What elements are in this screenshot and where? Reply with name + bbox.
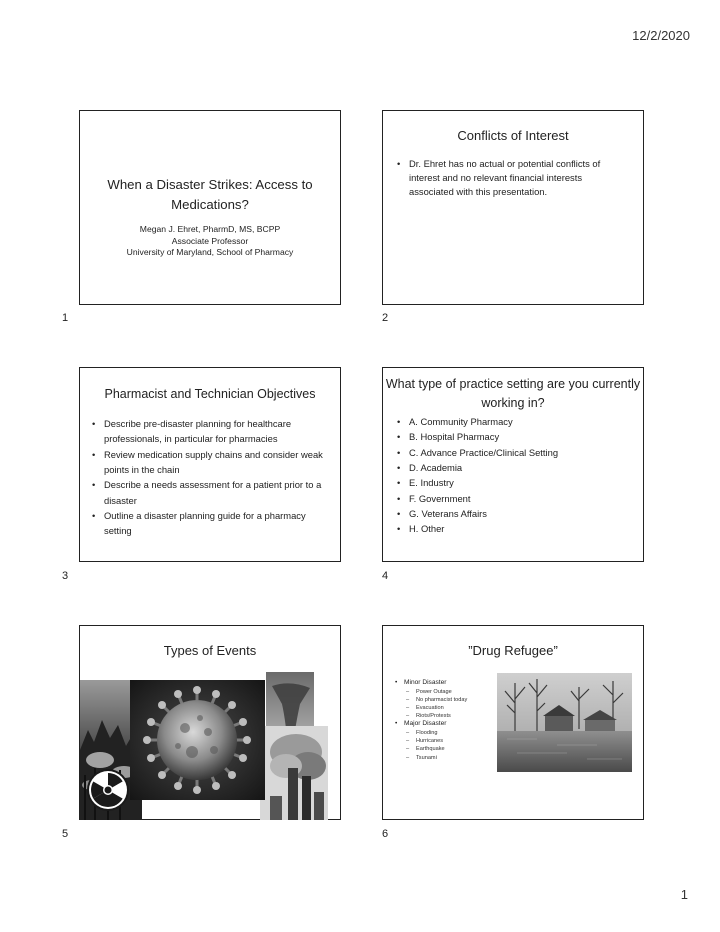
header-date: 12/2/2020 xyxy=(632,28,690,43)
slide-title: Conflicts of Interest xyxy=(457,128,569,143)
bullet-item: • C. Advance Practice/Clinical Setting xyxy=(397,445,629,460)
bullet-item: • Outline a disaster planning guide for a pharmacy setting xyxy=(92,508,328,539)
author-name: Megan J. Ehret, PharmD, MS, BCPP xyxy=(139,224,281,234)
bullet-item: • H. Other xyxy=(397,521,629,536)
slide-number: 4 xyxy=(382,570,389,582)
category-minor-disaster: • Minor Disaster xyxy=(395,679,505,688)
list-item: – Power Outage xyxy=(395,688,505,696)
slide-title: What type of practice setting are you currently working in? xyxy=(385,377,641,411)
slide-5[interactable] xyxy=(79,625,341,820)
slide-1[interactable] xyxy=(79,110,341,305)
slide-title: Pharmacist and Technician Objectives xyxy=(104,387,316,401)
bullet-item: • D. Academia xyxy=(397,460,629,475)
bullet-item: • G. Veterans Affairs xyxy=(397,506,629,521)
slide-number: 3 xyxy=(62,570,69,582)
category-major-disaster: • Major Disaster xyxy=(395,720,505,729)
bullet-item: • B. Hospital Pharmacy xyxy=(397,429,629,444)
radiation-symbol xyxy=(86,768,130,812)
list-item: – Hurricanes xyxy=(395,737,505,745)
slide-number: 1 xyxy=(62,312,69,324)
bullet-item: • Dr. Ehret has no actual or potential conflicts of interest and no relevant financial interests associated with this presentation. xyxy=(397,157,629,199)
list-item: – No pharmacist today xyxy=(395,696,505,704)
author-affiliation: University of Maryland, School of Pharmacy xyxy=(126,247,294,258)
disaster-category-list xyxy=(395,679,505,762)
slide-3[interactable] xyxy=(79,367,341,562)
bullet-list xyxy=(92,416,328,539)
slide-title: Types of Events xyxy=(163,643,257,658)
slide-4[interactable] xyxy=(382,367,644,562)
list-item: – Tsunami xyxy=(395,754,505,762)
bullet-list xyxy=(397,414,629,537)
event-photo-collage xyxy=(80,672,342,820)
bullet-item: • Describe pre-disaster planning for healthcare professionals, in particular for pharmacies xyxy=(92,416,328,447)
author-block xyxy=(120,224,300,259)
list-item: – Riots/Protests xyxy=(395,712,505,720)
slide-number: 5 xyxy=(62,828,69,840)
bullet-item: • E. Industry xyxy=(397,475,629,490)
page-number: 1 xyxy=(680,887,688,902)
slide-6[interactable] xyxy=(382,625,644,820)
bullet-item: • F. Government xyxy=(397,491,629,506)
bullet-item: • Review medication supply chains and consider weak points in the chain xyxy=(92,447,328,478)
slide-2[interactable] xyxy=(382,110,644,305)
list-item: – Earthquake xyxy=(395,745,505,753)
bullet-list xyxy=(397,157,629,199)
slide-number: 6 xyxy=(382,828,389,840)
list-item: – Flooding xyxy=(395,729,505,737)
slide-title: ”Drug Refugee” xyxy=(468,643,558,658)
coronavirus-photo xyxy=(130,680,265,800)
bullet-item: • Describe a needs assessment for a patient prior to a disaster xyxy=(92,477,328,508)
list-item: – Evacuation xyxy=(395,704,505,712)
bullet-item: • A. Community Pharmacy xyxy=(397,414,629,429)
slide-title: When a Disaster Strikes: Access to Medications? xyxy=(107,177,313,213)
slide-number: 2 xyxy=(382,312,389,324)
smoke-tower-photo xyxy=(260,726,328,820)
flooded-houses-photo xyxy=(497,673,632,772)
author-position: Associate Professor xyxy=(171,235,249,246)
